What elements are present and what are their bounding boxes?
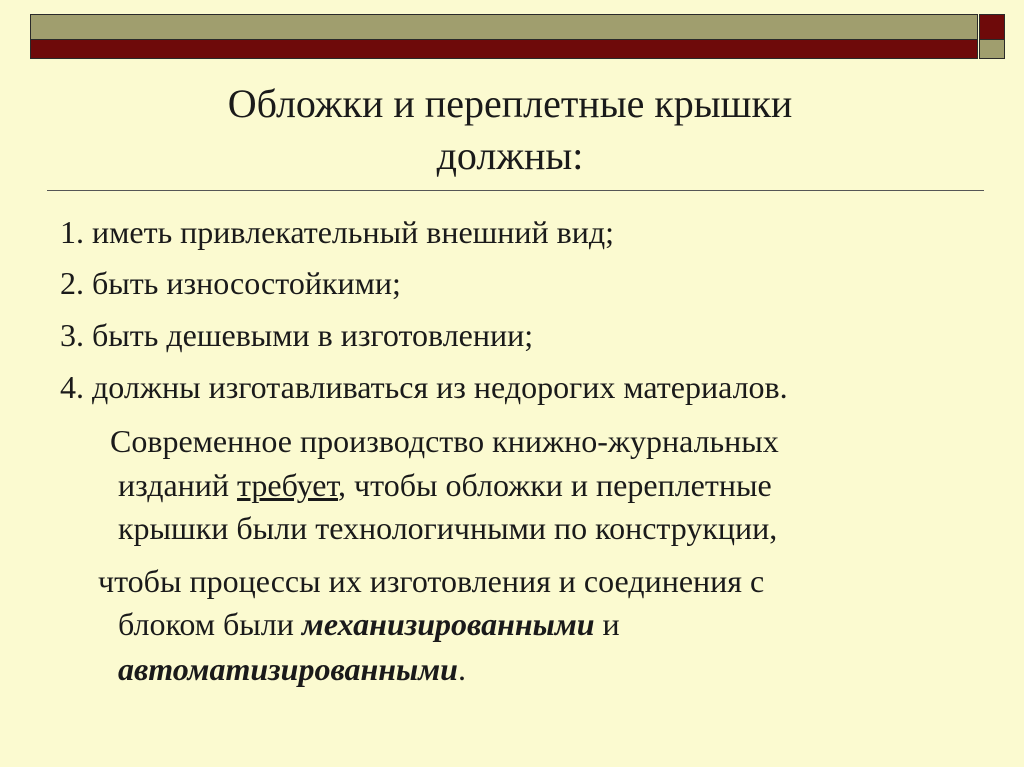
- header-bar-red: [30, 40, 978, 59]
- paragraph-1-text-a: изданий: [118, 467, 238, 503]
- paragraph-1-line-1: Современное производство книжно-журнальных: [110, 423, 779, 459]
- paragraph-2-text-c: .: [457, 651, 466, 687]
- paragraph-1-text-b: , чтобы обложки и переплетные: [338, 467, 772, 503]
- emphasis-automated: автоматизированными: [118, 651, 458, 687]
- slide-title-line1: Обложки и переплетные крышки: [227, 81, 793, 126]
- header-bar-olive: [30, 14, 978, 40]
- paragraph-2-line-2: [118, 603, 620, 645]
- header-square-olive: [979, 40, 1005, 59]
- slide-title-line2: должны:: [436, 133, 584, 178]
- paragraph-2-text-b: и: [594, 606, 620, 642]
- list-item-3: 3. быть дешевыми в изготовлении;: [60, 317, 534, 353]
- title-divider: [47, 190, 984, 191]
- list-item-2: 2. быть износостойкими;: [60, 265, 401, 301]
- paragraph-1-line-3: крышки были технологичными по конструкции,: [118, 510, 778, 546]
- slide-title: [120, 78, 900, 182]
- list-item-4: 4. должны изготавливаться из недорогих материалов.: [60, 369, 788, 405]
- paragraph-2-line-3: [118, 648, 466, 690]
- paragraph-1-line-2: [118, 464, 772, 506]
- emphasis-mechanized: механизированными: [301, 606, 595, 642]
- list-item-1: 1. иметь привлекательный внешний вид;: [60, 214, 615, 250]
- header-square-red: [979, 14, 1005, 40]
- paragraph-2-line-1: чтобы процессы их изготовления и соединения с: [98, 563, 765, 599]
- underlined-word: требует: [237, 467, 339, 503]
- paragraph-2-text-a: блоком были: [118, 606, 302, 642]
